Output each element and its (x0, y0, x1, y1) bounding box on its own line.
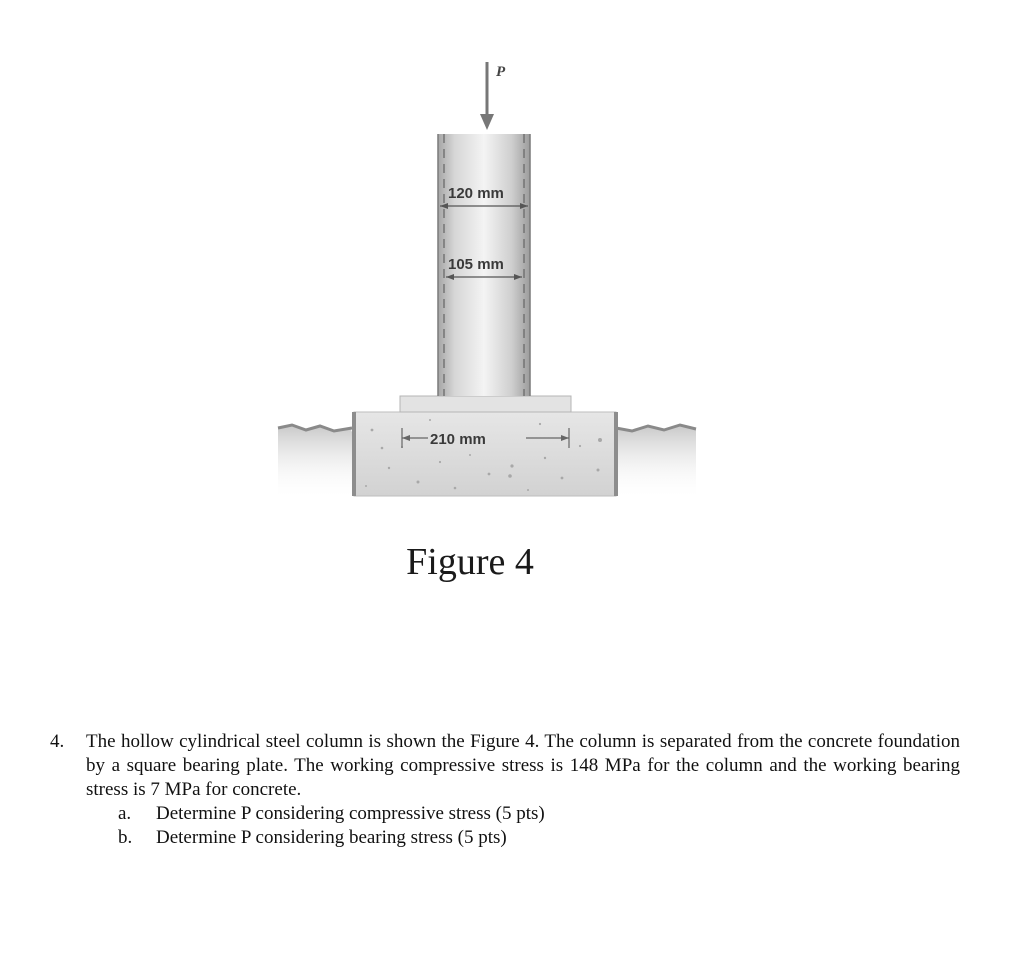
part-letter: b. (118, 827, 133, 848)
part-text: Determine P considering compressive stress (5 pts) (156, 803, 545, 824)
inner-diameter-label: 105 mm (448, 256, 504, 273)
problem-parts (50, 802, 960, 850)
bearing-plate (400, 396, 571, 412)
figure-caption: Figure 4 (406, 541, 534, 583)
load-label: P (496, 64, 506, 80)
concrete-foundation (354, 412, 616, 496)
part-text: Determine P considering bearing stress (5 pts) (156, 827, 507, 848)
ground-right (616, 425, 696, 500)
ground-left (278, 425, 354, 500)
problem-text: The hollow cylindrical steel column is shown the Figure 4. The column is separated from the concrete foundation by a square bearing plate. The working compressive stress is 148 MPa for the column and the working bearing stress is 7 MPa for concrete. (86, 731, 960, 800)
outer-diameter-label: 120 mm (448, 185, 504, 202)
load-arrow (480, 62, 506, 130)
problem-number: 4. (50, 731, 65, 752)
plate-width-label: 210 mm (430, 431, 486, 448)
problem-part-a (50, 802, 960, 826)
part-letter: a. (118, 803, 132, 824)
problem-part-b (50, 826, 960, 850)
problem-statement (50, 730, 960, 802)
problem-4 (50, 730, 960, 850)
